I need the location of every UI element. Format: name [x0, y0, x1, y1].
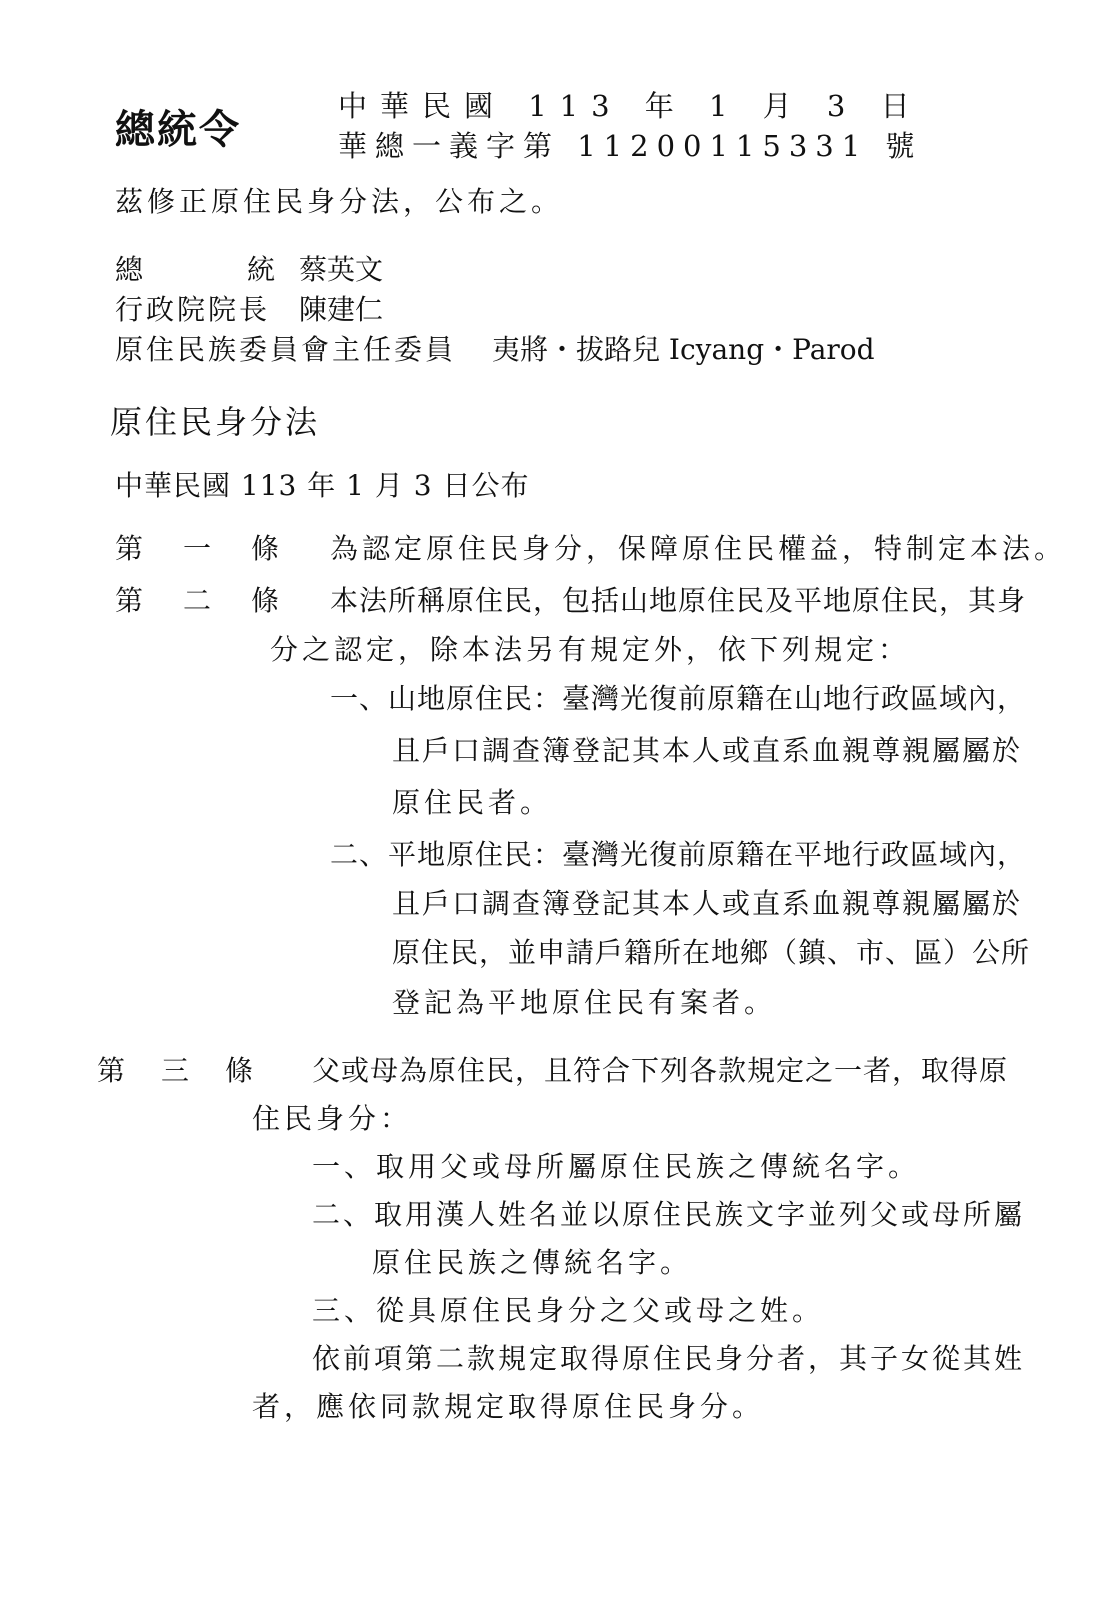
article-2-label: 第 二 條 — [115, 584, 280, 617]
signatory-title: 原住民族委員會主任委員 — [115, 333, 457, 366]
promulgation-text: 茲修正原住民身分法，公布之。 — [115, 185, 564, 218]
article-2-item-2: 二、平地原住民：臺灣光復前原籍在平地行政區域內， — [330, 838, 1027, 871]
signatory-minister — [115, 333, 875, 366]
article-2-item-2: 登記為平地原住民有案者。 — [392, 986, 777, 1019]
article-3-paragraph: 者，應依同款規定取得原住民身分。 — [252, 1390, 765, 1423]
law-date: 中華民國 113 年 1 月 3 日公布 — [115, 469, 530, 502]
signatory-name: 陳建仁 — [299, 293, 384, 326]
article-3-item-2: 二、取用漢人姓名並以原住民族文字並列父或母所屬 — [312, 1198, 1026, 1231]
article-1-label: 第 一 條 — [115, 532, 280, 565]
decree-number: 華總一義字第 11200115331 號 — [338, 129, 923, 163]
decree-title: 總統令 — [115, 107, 241, 153]
article-1-line: 為認定原住民身分，保障原住民權益，特制定本法。 — [330, 532, 1067, 565]
article-2-item-1: 一、山地原住民：臺灣光復前原籍在山地行政區域內， — [330, 682, 1027, 715]
article-2-line: 本法所稱原住民，包括山地原住民及平地原住民，其身 — [330, 584, 1027, 617]
article-2-item-1: 且戶口調查簿登記其本人或直系血親尊親屬屬於 — [392, 734, 1023, 767]
signatory-president — [115, 253, 384, 286]
article-2-item-2: 且戶口調查簿登記其本人或直系血親尊親屬屬於 — [392, 887, 1023, 920]
article-2-item-1: 原住民者。 — [392, 786, 553, 819]
article-2-line: 分之認定，除本法另有規定外，依下列規定： — [270, 633, 911, 666]
article-3-item-2: 原住民族之傳統名字。 — [372, 1246, 693, 1279]
article-3-label: 第 三 條 — [97, 1054, 254, 1087]
signatory-name: 夷將・拔路兒 Icyang・Parod — [492, 333, 875, 366]
signatory-title: 總 統 — [115, 253, 281, 286]
decree-date: 中華民國 113 年 1 月 3 日 — [338, 89, 923, 123]
law-title: 原住民身分法 — [110, 403, 321, 441]
signatory-title: 行政院院長 — [115, 293, 271, 326]
article-3-paragraph: 依前項第二款規定取得原住民身分者，其子女從其姓 — [312, 1342, 1026, 1375]
article-3-line: 住民身分： — [252, 1102, 413, 1135]
article-2-item-2: 原住民，並申請戶籍所在地鄉（鎮、市、區）公所 — [392, 936, 1031, 969]
article-3-item-1: 一、取用父或母所屬原住民族之傳統名字。 — [312, 1150, 921, 1183]
article-3-line: 父或母為原住民，且符合下列各款規定之一者，取得原 — [312, 1054, 1009, 1087]
signatory-premier — [115, 293, 384, 326]
article-3-item-3: 三、從具原住民身分之父或母之姓。 — [312, 1294, 825, 1327]
signatory-name: 蔡英文 — [299, 253, 384, 286]
